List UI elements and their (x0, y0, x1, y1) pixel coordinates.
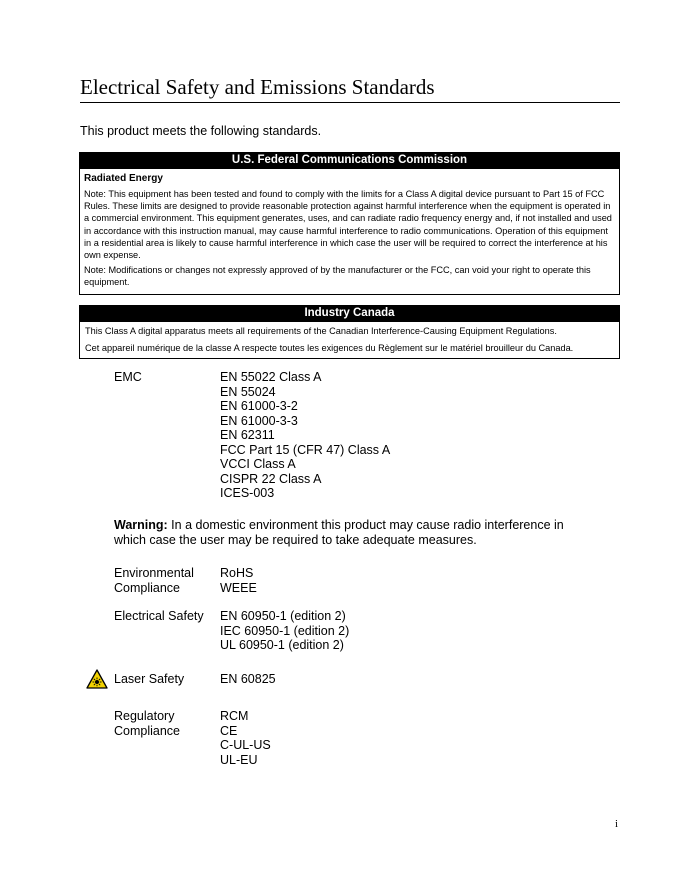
page-number: i (615, 818, 619, 830)
regulatory-label-line: Compliance (114, 723, 181, 738)
regulatory-standard: UL-EU (220, 752, 258, 767)
environmental-label-line: Environmental (114, 566, 194, 580)
fcc-box (79, 152, 620, 295)
laser-warning-icon (86, 669, 108, 689)
emc-standard: ICES-003 (220, 486, 275, 500)
page-title: Electrical Safety and Emissions Standards (80, 74, 620, 103)
environmental-standard: WEEE (220, 580, 257, 595)
industry-canada-box (79, 305, 620, 359)
warning-text: In a domestic environment this product may cause radio interference in which case the user may be required to take adequate measures. (114, 518, 564, 547)
regulatory-standard: RCM (220, 709, 249, 723)
electrical-standard: IEC 60950-1 (edition 2) (220, 623, 350, 638)
environmental-label-line: Compliance (114, 580, 181, 595)
emc-standards-list (220, 370, 390, 501)
intro-text: This product meets the following standards. (80, 124, 322, 138)
fcc-note-1: Note: This equipment has been tested and found to comply with the limits for a Class A digital device pursuant to Part 15 of FCC Rules. These limits are designed to provide reasonable protection against harmful interference when the equipment is operated in a commercial environment. This equipment generates, uses, and can radiate radio frequency energy and, if not installed and used in accordance with this instruction manual, may cause harmful interference to radio communications. Operation of this equipment in a residential area is likely to cause harmful interference in which case the user will be required to correct the interference at his own expense. (84, 189, 612, 261)
industry-canada-en: This Class A digital apparatus meets all requirements of the Canadian Interference-Causing Equipment Regulations. (85, 326, 557, 336)
regulatory-standard: CE (220, 723, 238, 738)
emc-standard: EN 62311 (220, 428, 275, 442)
fcc-subheading: Radiated Energy (84, 173, 163, 184)
environmental-standard: RoHS (220, 566, 254, 580)
regulatory-standards-list (220, 709, 271, 767)
electrical-standards-list (220, 609, 349, 653)
environmental-label (114, 566, 194, 595)
regulatory-label-line: Regulatory (114, 709, 175, 723)
industry-canada-fr: Cet appareil numérique de la classe A respecte toutes les exigences du Règlement sur le matériel brouilleur du Canada. (85, 343, 574, 353)
electrical-safety-label: Electrical Safety (114, 609, 204, 623)
laser-standard: EN 60825 (220, 672, 276, 686)
emc-standard: VCCI Class A (220, 457, 296, 471)
industry-canada-header: Industry Canada (80, 306, 619, 322)
emc-standard: FCC Part 15 (CFR 47) Class A (220, 442, 391, 457)
emc-standard: CISPR 22 Class A (220, 471, 322, 486)
regulatory-label (114, 709, 180, 738)
emc-standard: EN 61000-3-2 (220, 399, 298, 413)
emc-standard: EN 61000-3-3 (220, 413, 298, 428)
warning-paragraph (114, 518, 574, 548)
regulatory-standard: C-UL-US (220, 738, 271, 752)
fcc-note-2: Note: Modifications or changes not expressly approved of by the manufacturer or the FCC, can void your right to operate this equipment. (84, 265, 591, 288)
warning-label: Warning: (114, 518, 168, 532)
electrical-standard: UL 60950-1 (edition 2) (220, 638, 344, 652)
environmental-standards-list (220, 566, 257, 595)
emc-standard: EN 55024 (220, 384, 276, 399)
emc-standard: EN 55022 Class A (220, 370, 322, 384)
electrical-standard: EN 60950-1 (edition 2) (220, 609, 346, 623)
laser-safety-label: Laser Safety (114, 672, 185, 686)
emc-label: EMC (114, 370, 142, 384)
fcc-header: U.S. Federal Communications Commission (80, 153, 619, 169)
